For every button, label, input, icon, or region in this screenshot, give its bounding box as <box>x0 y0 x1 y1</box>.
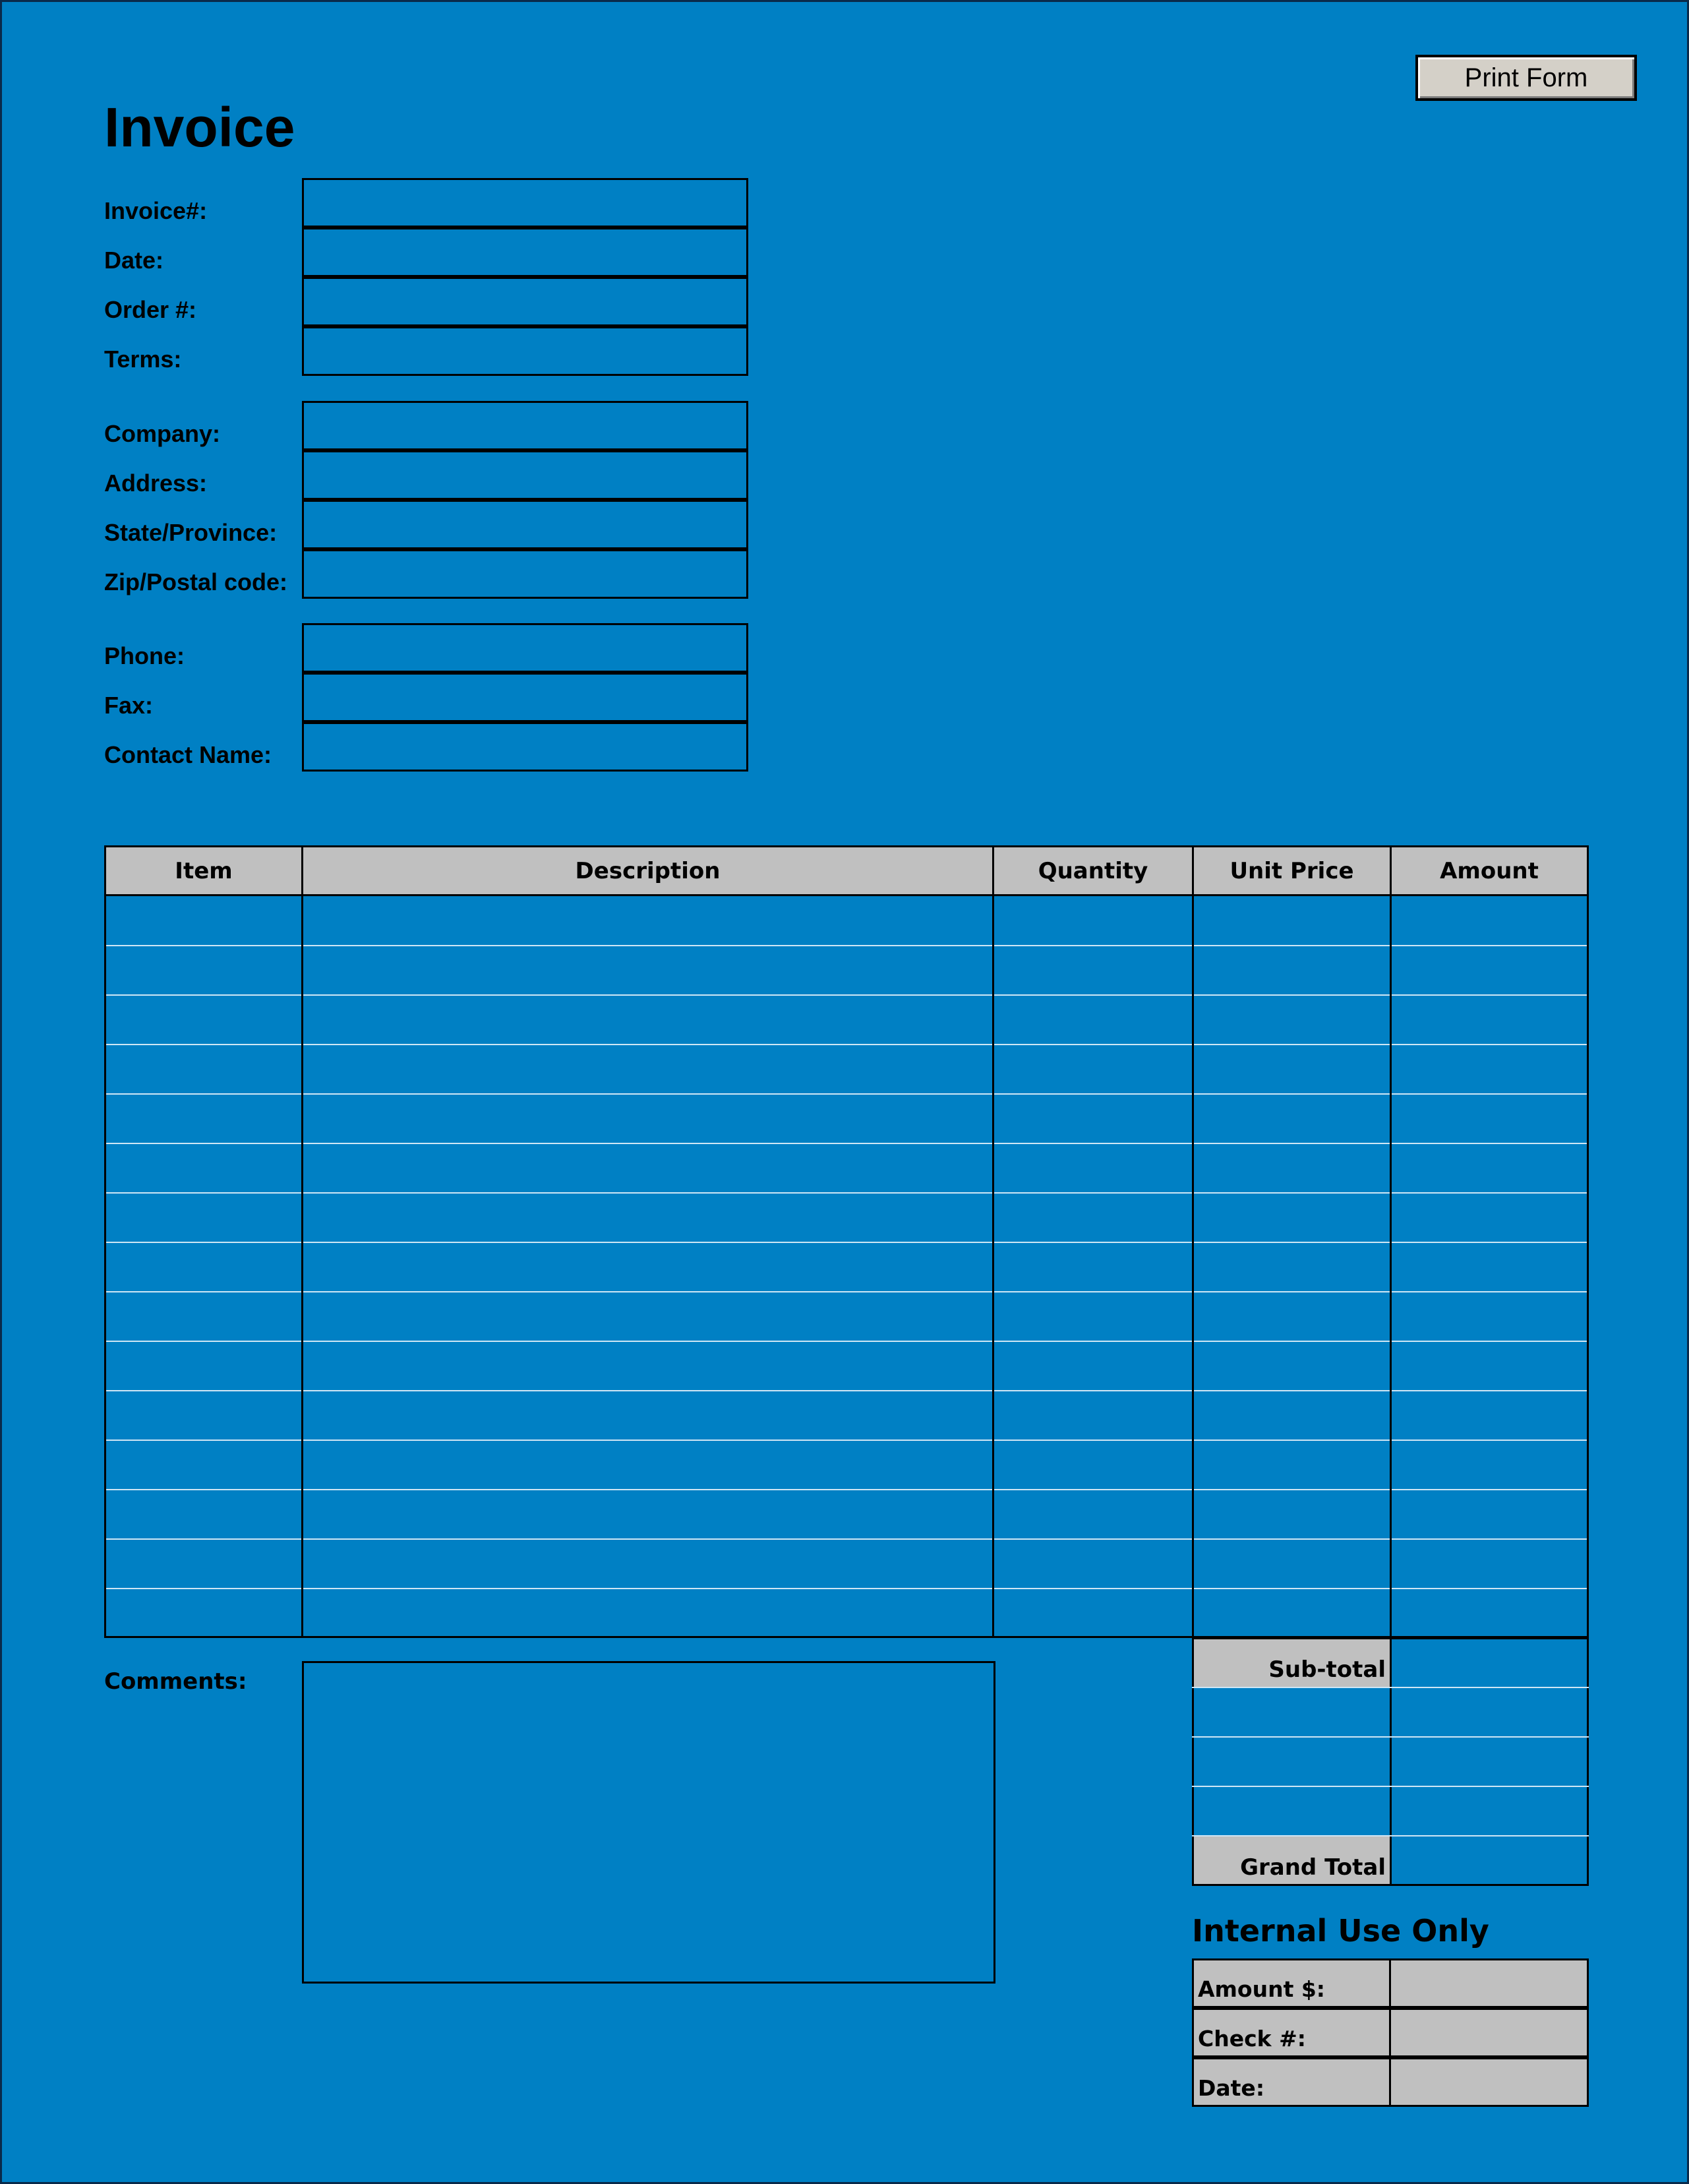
description-cell[interactable] <box>303 996 992 1044</box>
amount-input[interactable] <box>1392 1095 1587 1143</box>
address-input[interactable] <box>304 452 746 498</box>
terms-field[interactable] <box>302 326 748 376</box>
amount-input[interactable] <box>1392 1292 1587 1341</box>
order-number-label: Order #: <box>104 296 197 323</box>
internal-check-field[interactable] <box>1389 2008 1589 2057</box>
unit-price-cell[interactable] <box>1194 1589 1390 1637</box>
extra-total-field[interactable] <box>1390 1688 1589 1738</box>
amount-input[interactable] <box>1392 996 1587 1044</box>
item-input[interactable] <box>106 1441 301 1489</box>
quantity-input[interactable] <box>994 996 1192 1044</box>
description-input[interactable] <box>303 1589 992 1637</box>
item-cell[interactable] <box>106 1292 301 1341</box>
column-header-description: Description <box>301 845 994 896</box>
item-input[interactable] <box>106 1045 301 1093</box>
description-input[interactable] <box>303 1490 992 1538</box>
column-header-amount: Amount <box>1390 845 1589 896</box>
print-form-button[interactable]: Print Form <box>1415 55 1637 101</box>
description-input[interactable] <box>303 1045 992 1093</box>
quantity-input[interactable] <box>994 1391 1192 1440</box>
description-cell[interactable] <box>303 897 992 945</box>
unit-price-input[interactable] <box>1194 897 1390 945</box>
unit-price-cell[interactable] <box>1194 1540 1390 1588</box>
item-cell[interactable] <box>106 1095 301 1143</box>
amount-cell[interactable] <box>1392 1144 1587 1192</box>
quantity-cell[interactable] <box>994 946 1192 994</box>
internal-amount-field[interactable] <box>1389 1958 1589 2008</box>
quantity-input[interactable] <box>994 1194 1192 1242</box>
quantity-cell[interactable] <box>994 1194 1192 1242</box>
description-cell[interactable] <box>303 1194 992 1242</box>
description-input[interactable] <box>303 1144 992 1192</box>
item-input[interactable] <box>106 897 301 945</box>
item-input[interactable] <box>106 1540 301 1588</box>
description-cell[interactable] <box>303 1490 992 1538</box>
unit-price-input[interactable] <box>1194 1194 1390 1242</box>
unit-price-cell[interactable] <box>1194 897 1390 945</box>
quantity-input[interactable] <box>994 897 1192 945</box>
unit-price-cell[interactable] <box>1194 1045 1390 1093</box>
amount-cell[interactable] <box>1392 946 1587 994</box>
unit-price-input[interactable] <box>1194 1243 1390 1291</box>
amount-cell[interactable] <box>1392 1589 1587 1637</box>
item-input[interactable] <box>106 1144 301 1192</box>
company-field[interactable] <box>302 401 748 450</box>
unit-price-input[interactable] <box>1194 1391 1390 1440</box>
internal-use-title: Internal Use Only <box>1192 1913 1489 1949</box>
unit-price-input[interactable] <box>1194 1045 1390 1093</box>
date-label: Date: <box>104 247 164 274</box>
column-header-item: Item <box>104 845 303 896</box>
zip-postal-code-label: Zip/Postal code: <box>104 568 288 595</box>
amount-input[interactable] <box>1392 1490 1587 1538</box>
internal-check-input[interactable] <box>1391 2010 1587 2055</box>
description-input[interactable] <box>303 1194 992 1242</box>
grand-total-input[interactable] <box>1390 1836 1589 1886</box>
unit-price-input[interactable] <box>1194 946 1390 994</box>
comments-box[interactable] <box>302 1661 995 1984</box>
description-input[interactable] <box>303 1342 992 1390</box>
internal-date-label: Date: <box>1192 2057 1391 2107</box>
amount-input[interactable] <box>1392 1540 1587 1588</box>
item-cell[interactable] <box>106 1540 301 1588</box>
unit-price-cell[interactable] <box>1194 1391 1390 1440</box>
unit-price-input[interactable] <box>1194 1540 1390 1588</box>
description-cell[interactable] <box>303 1144 992 1192</box>
unit-price-cell[interactable] <box>1194 1194 1390 1242</box>
item-cell[interactable] <box>106 1144 301 1192</box>
amount-input[interactable] <box>1392 1342 1587 1390</box>
item-input[interactable] <box>106 1589 301 1637</box>
item-input[interactable] <box>106 1490 301 1538</box>
column-divider <box>992 845 994 1638</box>
item-cell[interactable] <box>106 1391 301 1440</box>
page-title: Invoice <box>104 96 295 158</box>
amount-input[interactable] <box>1392 1045 1587 1093</box>
internal-amount-label: Amount $: <box>1192 1958 1391 2008</box>
item-cell[interactable] <box>106 1045 301 1093</box>
amount-input[interactable] <box>1392 946 1587 994</box>
item-cell[interactable] <box>106 1441 301 1489</box>
item-input[interactable] <box>106 1243 301 1291</box>
address-label: Address: <box>104 470 208 497</box>
date-input[interactable] <box>304 229 746 275</box>
table-border-right <box>1587 845 1589 1638</box>
date-field[interactable] <box>302 228 748 277</box>
fax-label: Fax: <box>104 692 154 719</box>
extra-label-field[interactable] <box>1194 1787 1390 1835</box>
item-cell[interactable] <box>106 897 301 945</box>
quantity-input[interactable] <box>994 1144 1192 1192</box>
description-cell[interactable] <box>303 946 992 994</box>
unit-price-input[interactable] <box>1194 1095 1390 1143</box>
item-input[interactable] <box>106 996 301 1044</box>
address-field[interactable] <box>302 450 748 500</box>
extra-total-input-3[interactable] <box>1390 1787 1589 1836</box>
amount-cell[interactable] <box>1392 996 1587 1044</box>
column-divider <box>301 845 303 1638</box>
description-cell[interactable] <box>303 1095 992 1143</box>
item-cell[interactable] <box>106 1243 301 1291</box>
extra-total-input-2[interactable] <box>1390 1738 1589 1787</box>
column-header-quantity: Quantity <box>992 845 1194 896</box>
amount-cell[interactable] <box>1392 1490 1587 1538</box>
unit-price-cell[interactable] <box>1194 1441 1390 1489</box>
company-input[interactable] <box>304 403 746 448</box>
description-input[interactable] <box>303 996 992 1044</box>
internal-date-field[interactable] <box>1389 2057 1589 2107</box>
extra-total-input-1[interactable] <box>1390 1688 1589 1738</box>
description-cell[interactable] <box>303 1292 992 1341</box>
quantity-input[interactable] <box>994 1589 1192 1637</box>
quantity-cell[interactable] <box>994 1589 1192 1637</box>
phone-label: Phone: <box>104 642 185 669</box>
item-input[interactable] <box>106 1391 301 1440</box>
internal-date-input[interactable] <box>1391 2059 1587 2105</box>
column-header-unit-price: Unit Price <box>1192 845 1392 896</box>
extra-total-field[interactable] <box>1390 1738 1589 1787</box>
description-cell[interactable] <box>303 1441 992 1489</box>
phone-field[interactable] <box>302 623 748 673</box>
quantity-input[interactable] <box>994 946 1192 994</box>
amount-input[interactable] <box>1392 1144 1587 1192</box>
state-province-label: State/Province: <box>104 519 278 546</box>
subtotal-label: Sub-total <box>1268 1656 1386 1683</box>
quantity-cell[interactable] <box>994 1441 1192 1489</box>
line-items-table <box>104 845 1589 1638</box>
internal-amount-input[interactable] <box>1391 1960 1587 2006</box>
grand-total-field[interactable] <box>1390 1836 1589 1886</box>
extra-label-field[interactable] <box>1194 1738 1390 1786</box>
amount-input[interactable] <box>1392 1243 1587 1291</box>
item-cell[interactable] <box>106 996 301 1044</box>
quantity-cell[interactable] <box>994 1144 1192 1192</box>
description-input[interactable] <box>303 1391 992 1440</box>
quantity-input[interactable] <box>994 1441 1192 1489</box>
item-input[interactable] <box>106 946 301 994</box>
unit-price-input[interactable] <box>1194 1490 1390 1538</box>
description-input[interactable] <box>303 1095 992 1143</box>
quantity-cell[interactable] <box>994 1095 1192 1143</box>
column-divider <box>1390 845 1392 1638</box>
description-input[interactable] <box>303 897 992 945</box>
quantity-input[interactable] <box>994 1243 1192 1291</box>
extra-label-input-3[interactable] <box>1194 1787 1390 1835</box>
invoice-number-label: Invoice#: <box>104 197 208 224</box>
quantity-cell[interactable] <box>994 996 1192 1044</box>
unit-price-cell[interactable] <box>1194 1095 1390 1143</box>
amount-cell[interactable] <box>1392 1540 1587 1588</box>
description-input[interactable] <box>303 1540 992 1588</box>
amount-cell[interactable] <box>1392 1292 1587 1341</box>
amount-input[interactable] <box>1392 1391 1587 1440</box>
amount-input[interactable] <box>1392 1589 1587 1637</box>
internal-check-label: Check #: <box>1192 2008 1391 2057</box>
amount-cell[interactable] <box>1392 897 1587 945</box>
description-cell[interactable] <box>303 1540 992 1588</box>
amount-cell[interactable] <box>1392 1194 1587 1242</box>
item-cell[interactable] <box>106 1342 301 1390</box>
extra-total-field[interactable] <box>1390 1787 1589 1836</box>
item-cell[interactable] <box>106 1490 301 1538</box>
fax-field[interactable] <box>302 673 748 722</box>
subtotal-field[interactable] <box>1390 1639 1589 1688</box>
unit-price-cell[interactable] <box>1194 1243 1390 1291</box>
description-input[interactable] <box>303 1292 992 1341</box>
item-input[interactable] <box>106 1194 301 1242</box>
quantity-cell[interactable] <box>994 1391 1192 1440</box>
quantity-input[interactable] <box>994 1045 1192 1093</box>
unit-price-input[interactable] <box>1194 1144 1390 1192</box>
quantity-cell[interactable] <box>994 1243 1192 1291</box>
description-input[interactable] <box>303 946 992 994</box>
item-input[interactable] <box>106 1342 301 1390</box>
extra-label-input-2[interactable] <box>1194 1738 1390 1786</box>
subtotal-input[interactable] <box>1390 1639 1589 1688</box>
amount-cell[interactable] <box>1392 1243 1587 1291</box>
comments-textarea[interactable] <box>304 1663 993 1982</box>
quantity-cell[interactable] <box>994 1292 1192 1341</box>
unit-price-input[interactable] <box>1194 1292 1390 1341</box>
extra-label-field[interactable] <box>1194 1688 1390 1736</box>
amount-cell[interactable] <box>1392 1441 1587 1489</box>
item-input[interactable] <box>106 1095 301 1143</box>
description-cell[interactable] <box>303 1342 992 1390</box>
quantity-cell[interactable] <box>994 1342 1192 1390</box>
extra-label-input-1[interactable] <box>1194 1688 1390 1736</box>
comments-label: Comments: <box>104 1668 247 1695</box>
state-province-field[interactable] <box>302 500 748 549</box>
amount-input[interactable] <box>1392 1194 1587 1242</box>
description-cell[interactable] <box>303 1391 992 1440</box>
contact-name-input[interactable] <box>304 724 746 770</box>
table-border-left <box>104 845 106 1638</box>
grand-total-label: Grand Total <box>1240 1854 1386 1881</box>
amount-cell[interactable] <box>1392 1095 1587 1143</box>
item-cell[interactable] <box>106 1194 301 1242</box>
amount-cell[interactable] <box>1392 1045 1587 1093</box>
description-cell[interactable] <box>303 1045 992 1093</box>
amount-input[interactable] <box>1392 897 1587 945</box>
company-label: Company: <box>104 420 221 447</box>
quantity-input[interactable] <box>994 1490 1192 1538</box>
quantity-cell[interactable] <box>994 1045 1192 1093</box>
quantity-input[interactable] <box>994 1292 1192 1341</box>
description-cell[interactable] <box>303 1589 992 1637</box>
description-input[interactable] <box>303 1441 992 1489</box>
amount-cell[interactable] <box>1392 1391 1587 1440</box>
quantity-cell[interactable] <box>994 1540 1192 1588</box>
description-cell[interactable] <box>303 1243 992 1291</box>
unit-price-cell[interactable] <box>1194 1342 1390 1390</box>
unit-price-cell[interactable] <box>1194 996 1390 1044</box>
unit-price-input[interactable] <box>1194 1342 1390 1390</box>
unit-price-input[interactable] <box>1194 1441 1390 1489</box>
quantity-cell[interactable] <box>994 1490 1192 1538</box>
invoice-number-field[interactable] <box>302 178 748 228</box>
zip-postal-code-field[interactable] <box>302 549 748 599</box>
amount-cell[interactable] <box>1392 1342 1587 1390</box>
order-number-field[interactable] <box>302 277 748 326</box>
item-cell[interactable] <box>106 1589 301 1637</box>
quantity-cell[interactable] <box>994 897 1192 945</box>
contact-name-label: Contact Name: <box>104 741 272 768</box>
quantity-input[interactable] <box>994 1095 1192 1143</box>
terms-label: Terms: <box>104 346 182 373</box>
description-input[interactable] <box>303 1243 992 1291</box>
order-number-input[interactable] <box>304 279 746 324</box>
quantity-input[interactable] <box>994 1540 1192 1588</box>
contact-name-field[interactable] <box>302 722 748 772</box>
unit-price-cell[interactable] <box>1194 946 1390 994</box>
unit-price-cell[interactable] <box>1194 1292 1390 1341</box>
amount-input[interactable] <box>1392 1441 1587 1489</box>
unit-price-input[interactable] <box>1194 996 1390 1044</box>
quantity-input[interactable] <box>994 1342 1192 1390</box>
invoice-number-input[interactable] <box>304 180 746 226</box>
item-cell[interactable] <box>106 946 301 994</box>
unit-price-cell[interactable] <box>1194 1144 1390 1192</box>
item-input[interactable] <box>106 1292 301 1341</box>
column-divider <box>1192 845 1194 1638</box>
phone-input[interactable] <box>304 625 746 671</box>
unit-price-cell[interactable] <box>1194 1490 1390 1538</box>
unit-price-input[interactable] <box>1194 1589 1390 1637</box>
zip-postal-code-input[interactable] <box>304 551 746 597</box>
terms-input[interactable] <box>304 328 746 374</box>
fax-input[interactable] <box>304 675 746 720</box>
state-province-input[interactable] <box>304 502 746 547</box>
